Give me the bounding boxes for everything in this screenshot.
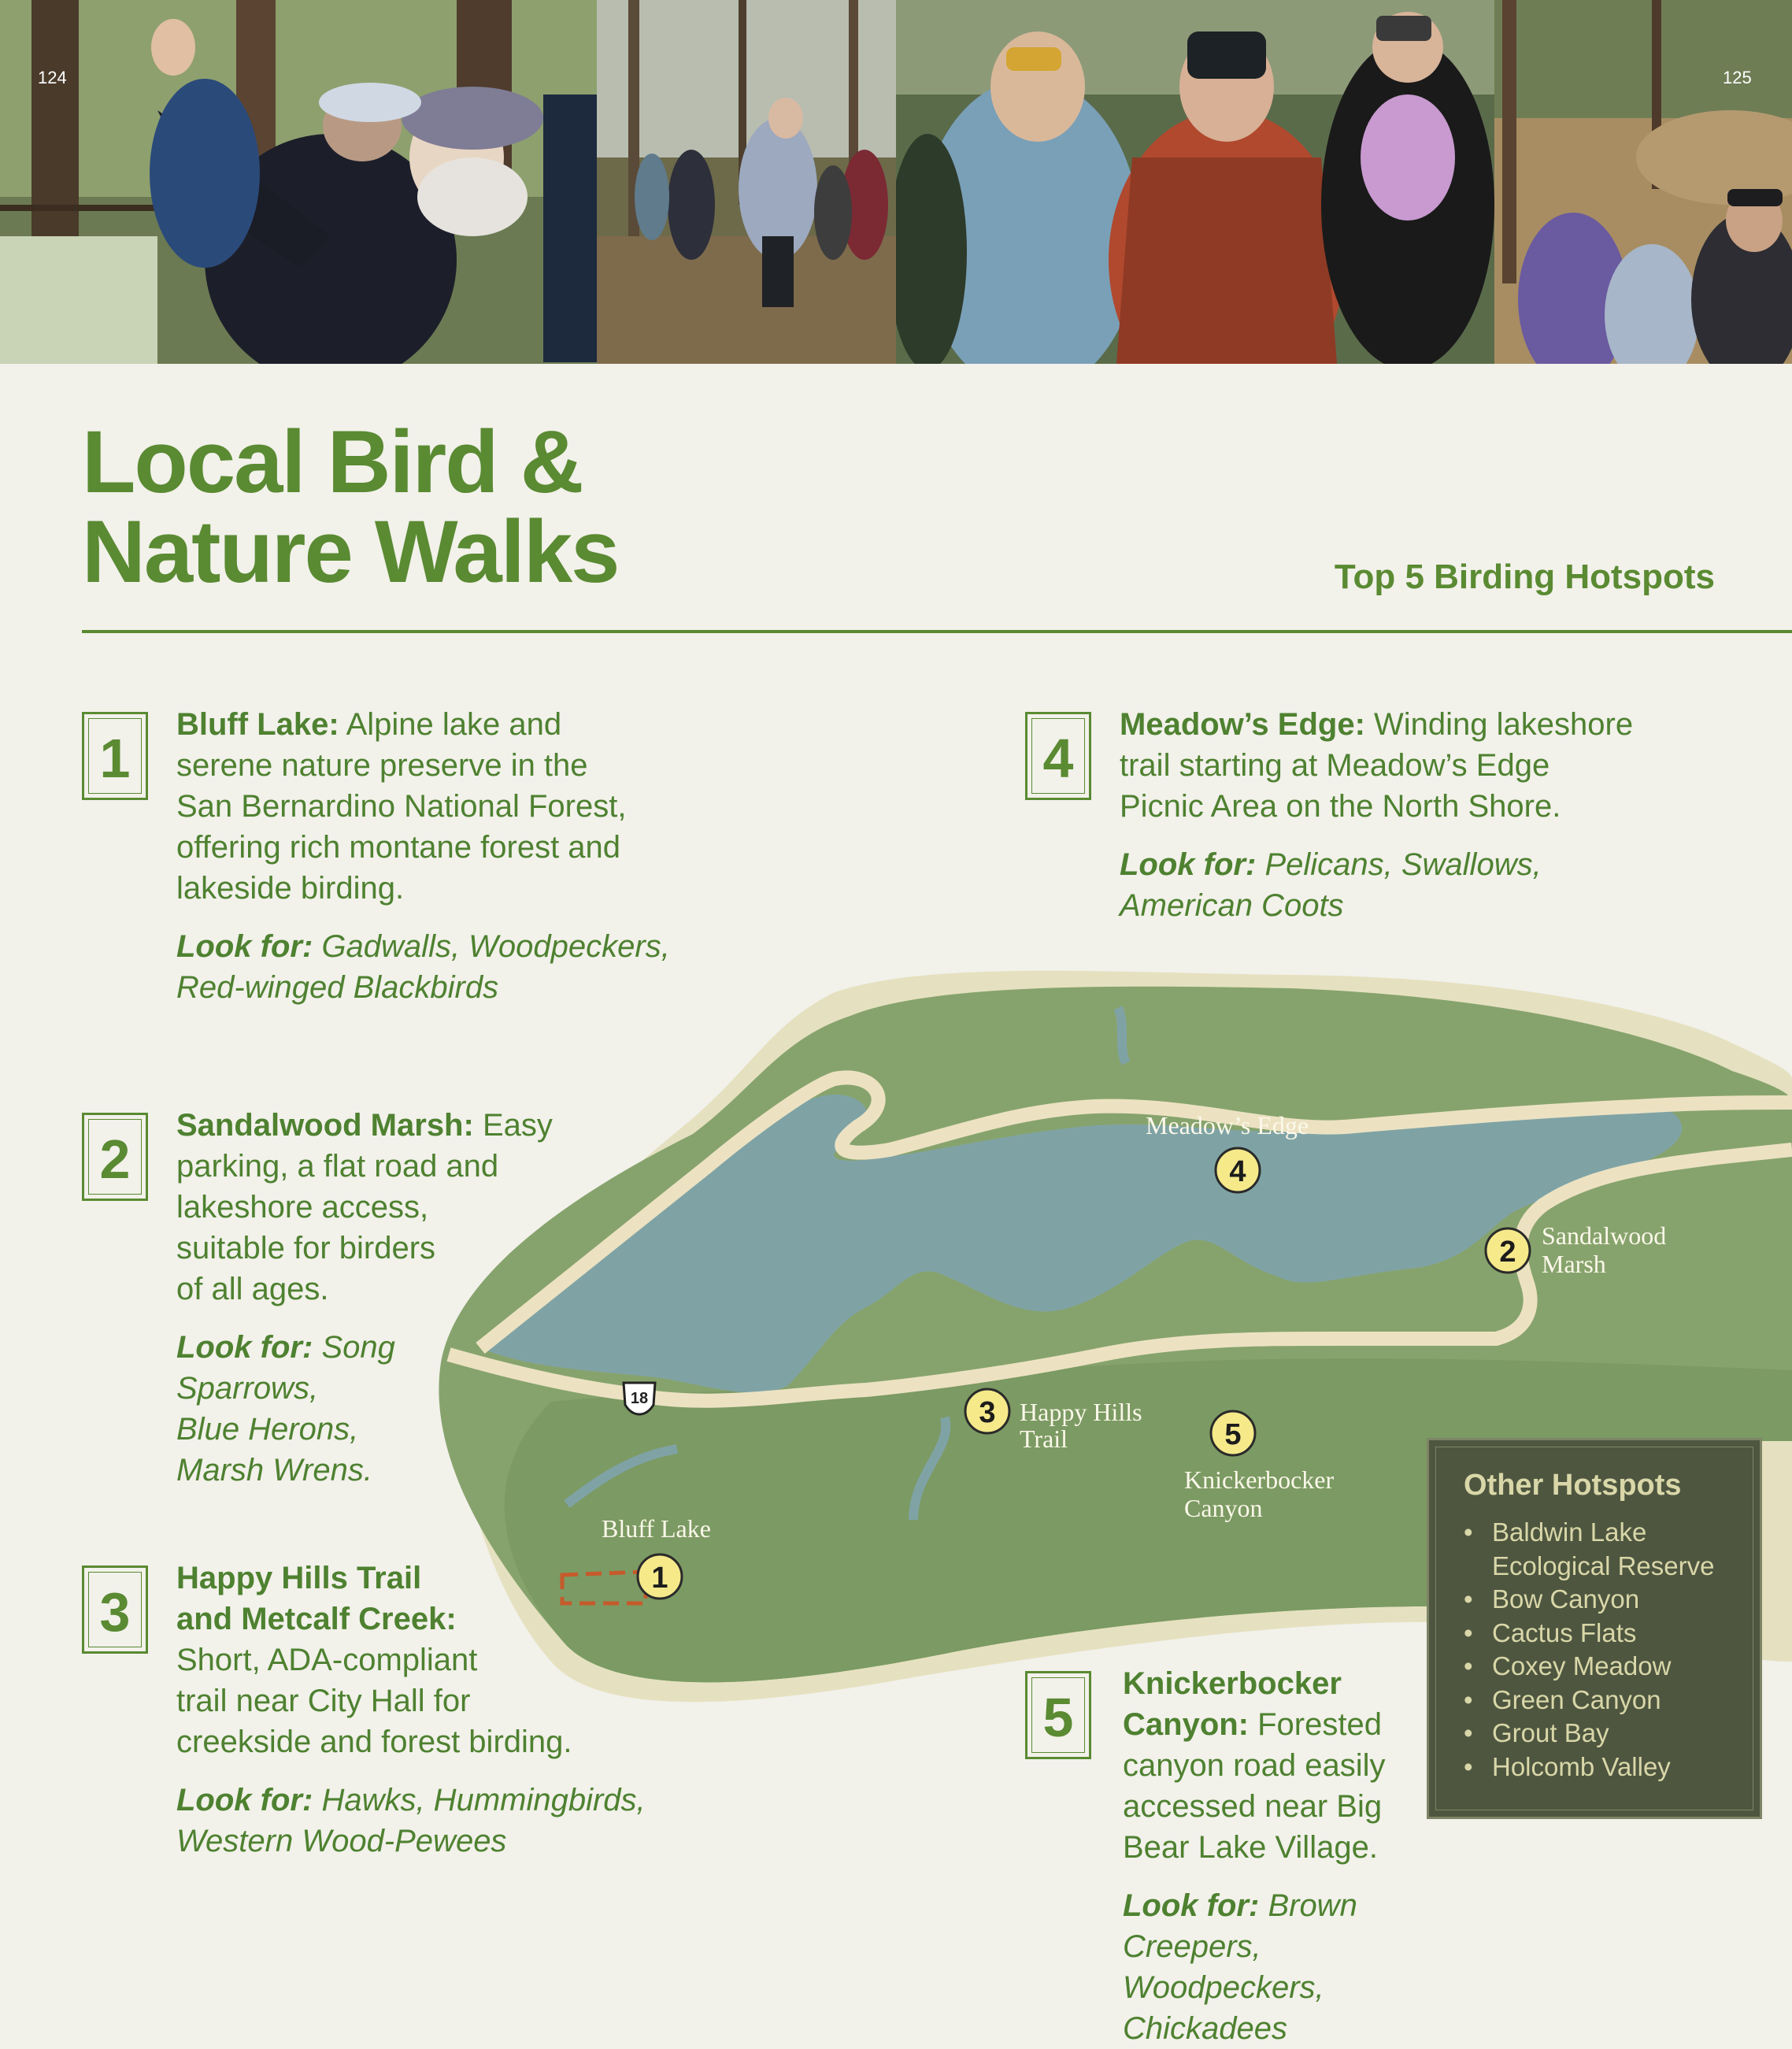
- list-item: • Green Canyon: [1464, 1684, 1714, 1717]
- list-item: • Cactus Flats: [1464, 1617, 1714, 1651]
- svg-text:5: 5: [1224, 1418, 1242, 1451]
- photo-group-trail: [1494, 0, 1792, 364]
- photo-binoculars: [896, 0, 1494, 364]
- map-label-sandalwood-2: Marsh: [1542, 1250, 1606, 1278]
- map-marker-2[interactable]: [1486, 1228, 1530, 1273]
- svg-text:1: 1: [651, 1562, 668, 1595]
- list-item: • Grout Bay: [1464, 1717, 1714, 1751]
- hotspot-name: Meadow’s Edge:: [1120, 707, 1365, 742]
- hotspot-name: Bluff Lake:: [176, 707, 339, 742]
- page-number-left: 124: [38, 68, 67, 87]
- look-for: Look for: Gadwalls, Woodpeckers, Red-winged Blackbirds: [176, 929, 670, 1005]
- list-item: • Baldwin Lake: [1464, 1516, 1714, 1550]
- other-hotspots-title: Other Hotspots: [1464, 1469, 1682, 1502]
- look-for: Look for: Song Sparrows, Blue Herons, Marsh Wrens.: [176, 1330, 395, 1488]
- map-label-sandalwood-1: Sandalwood: [1542, 1221, 1667, 1250]
- divider-rule: [82, 630, 1792, 633]
- page-title: [82, 413, 619, 601]
- look-for: Look for: Pelicans, Swallows, American Coots: [1120, 847, 1542, 923]
- look-for: Look for: Brown Creepers, Woodpeckers, Chickadees: [1123, 1888, 1357, 2046]
- other-hotspots-list: [1464, 1516, 1714, 1784]
- highway-18-shield: [624, 1383, 655, 1414]
- highway-18-label: 18: [630, 1390, 649, 1407]
- map-marker-4[interactable]: [1216, 1148, 1260, 1192]
- map-marker-3[interactable]: [965, 1389, 1009, 1433]
- hotspot-number-box: 3: [82, 1565, 148, 1654]
- photo-strip: [0, 0, 1792, 364]
- photo-birders-pointing: [0, 0, 597, 364]
- map-label-happy-hills-1: Happy Hills: [1020, 1398, 1142, 1426]
- list-item: • Holcomb Valley: [1464, 1751, 1714, 1784]
- hotspot-number-box: 1: [82, 712, 148, 800]
- hotspot-name-line-1: Knickerbocker: [1123, 1666, 1342, 1701]
- hotspot-name: Sandalwood Marsh:: [176, 1108, 474, 1143]
- section-subtitle: Top 5 Birding Hotspots: [1334, 558, 1715, 596]
- hotspot-name-line-1: Happy Hills Trail: [176, 1561, 422, 1595]
- svg-text:3: 3: [979, 1396, 996, 1429]
- title-line-2: Nature Walks: [82, 502, 619, 601]
- list-item: • Coxey Meadow: [1464, 1650, 1714, 1684]
- hotspot-number-box: 2: [82, 1113, 148, 1201]
- look-for: Look for: Hawks, Hummingbirds, Western Wood-Pewees: [176, 1783, 646, 1858]
- hotspot-number-box: 4: [1025, 712, 1091, 800]
- list-item: • Bow Canyon: [1464, 1583, 1714, 1617]
- hotspot-number-box: 5: [1025, 1671, 1091, 1759]
- svg-text:2: 2: [1499, 1236, 1516, 1269]
- map-label-knickerbocker-1: Knickerbocker: [1184, 1465, 1335, 1494]
- svg-text:4: 4: [1229, 1155, 1246, 1188]
- title-line-1: Local Bird &: [82, 413, 583, 511]
- hotspot-name-line-2: Canyon:: [1123, 1707, 1249, 1742]
- page-number-right: 125: [1723, 68, 1752, 87]
- map-label-bluff-lake: Bluff Lake: [602, 1514, 711, 1543]
- photo-group-in-forest: [597, 0, 896, 364]
- other-hotspots-box: [1427, 1438, 1762, 1819]
- map-marker-5[interactable]: [1211, 1411, 1255, 1455]
- map-label-meadows-edge: Meadow’s Edge: [1146, 1111, 1309, 1139]
- hotspot-name-line-2: and Metcalf Creek:: [176, 1602, 457, 1636]
- map-label-happy-hills-2: Trail: [1020, 1425, 1068, 1453]
- map-label-knickerbocker-2: Canyon: [1184, 1494, 1263, 1522]
- list-item-continuation: Ecological Reserve: [1492, 1551, 1715, 1580]
